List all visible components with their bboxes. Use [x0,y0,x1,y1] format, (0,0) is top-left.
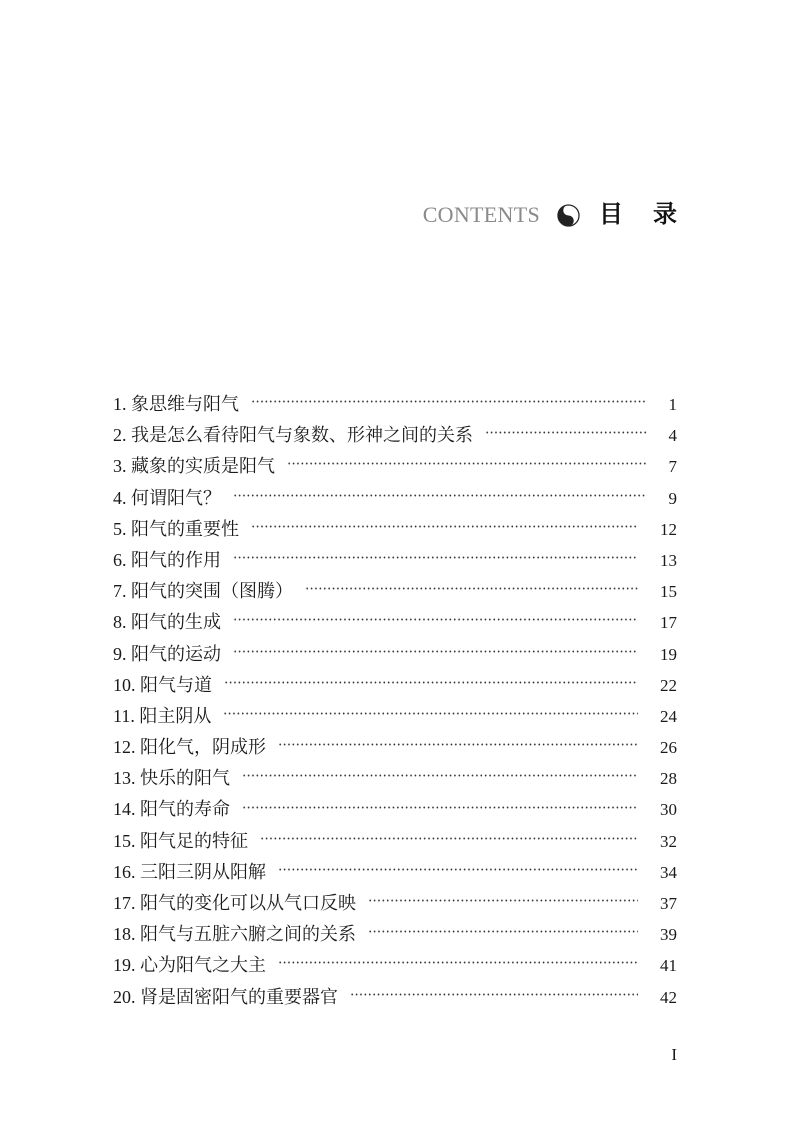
toc-entry [113,919,677,950]
toc-entry-page: 7 [668,457,677,477]
toc-entry-page: 32 [660,831,677,851]
toc-entry-page: 13 [660,550,677,570]
toc-entry-page: 24 [660,706,677,726]
dot-leader [223,712,638,715]
toc-entry [113,483,677,514]
toc-entry-page: 30 [660,800,677,820]
toc-entry-page: 42 [660,987,677,1007]
dot-leader [233,494,647,497]
toc-entry-title: 2. 我是怎么看待阳气与象数、形神之间的关系 [113,425,473,446]
toc-entry [113,576,677,607]
toc-entry [113,982,677,1013]
table-of-contents [113,389,677,1013]
dot-leader [233,618,638,621]
toc-entry-title: 13. 快乐的阳气 [113,768,230,789]
dot-leader [287,462,647,465]
toc-entry-title: 5. 阳气的重要性 [113,518,239,539]
dot-leader [350,993,638,996]
toc-entry [113,451,677,482]
yin-yang-icon [557,204,580,227]
dot-leader [242,774,638,777]
toc-entry-title: 15. 阳气足的特征 [113,830,248,851]
toc-entry [113,639,677,670]
toc-entry-page: 4 [668,426,677,446]
toc-entry [113,701,677,732]
toc-entry [113,794,677,825]
toc-entry [113,670,677,701]
contents-label: CONTENTS [422,202,540,227]
toc-entry-title: 7. 阳气的突围（图腾） [113,581,293,602]
toc-entry [113,826,677,857]
toc-entry-title: 1. 象思维与阳气 [113,394,239,414]
dot-leader [233,556,638,559]
toc-entry-page: 37 [660,894,677,913]
toc-entry [113,514,677,545]
toc-entry-title: 4. 何谓阳气？ [113,487,221,508]
dot-leader [278,868,638,871]
toc-entry-title: 11. 阳主阴从 [113,705,212,726]
dot-leader [251,525,638,528]
toc-entry-page: 26 [660,738,677,758]
toc-entry [113,389,677,420]
toc-entry-page: 15 [660,582,677,602]
toc-entry-title: 3. 藏象的实质是阳气 [113,456,275,477]
toc-entry-page: 34 [660,862,677,882]
toc-entry [113,950,677,981]
toc-entry-page: 28 [660,769,677,789]
toc-entry-page: 41 [660,956,677,976]
toc-entry-page: 1 [668,395,677,414]
dot-leader [278,961,638,964]
toc-entry-title: 10. 阳气与道 [113,674,212,695]
toc-entry-title: 20. 肾是固密阳气的重要器官 [113,986,338,1007]
toc-entry-title: 6. 阳气的作用 [113,549,221,570]
toc-entry-page: 9 [668,488,677,508]
dot-leader [485,431,647,434]
toc-entry-title: 12. 阳化气，阴成形 [113,737,266,758]
dot-leader [224,681,638,684]
toc-entry-title: 9. 阳气的运动 [113,643,221,664]
page-header [423,202,677,228]
dot-leader [305,587,638,590]
toc-entry-page: 17 [660,613,677,633]
toc-entry-title: 8. 阳气的生成 [113,612,221,633]
toc-entry-title: 17. 阳气的变化可以从气口反映 [113,893,356,913]
toc-entry-title: 16. 三阳三阴从阳解 [113,861,266,882]
dot-leader [251,400,647,403]
toc-title: 目 录 [599,202,677,228]
toc-entry-page: 12 [660,519,677,539]
dot-leader [368,930,638,933]
toc-entry [113,420,677,451]
toc-entry-title: 19. 心为阳气之大主 [113,955,266,976]
toc-entry [113,545,677,576]
toc-entry-page: 22 [660,675,677,695]
toc-entry [113,857,677,888]
toc-entry [113,888,677,919]
toc-entry [113,732,677,763]
toc-entry-title: 14. 阳气的寿命 [113,799,230,820]
dot-leader [242,806,638,809]
dot-leader [233,650,638,653]
toc-entry-title: 18. 阳气与五脏六腑之间的关系 [113,924,356,945]
toc-entry [113,763,677,794]
dot-leader [260,837,638,840]
dot-leader [368,899,638,902]
toc-entry-page: 19 [660,644,677,664]
page-number: I [671,1045,677,1064]
dot-leader [278,743,638,746]
toc-entry [113,607,677,638]
toc-entry-page: 39 [660,925,677,945]
